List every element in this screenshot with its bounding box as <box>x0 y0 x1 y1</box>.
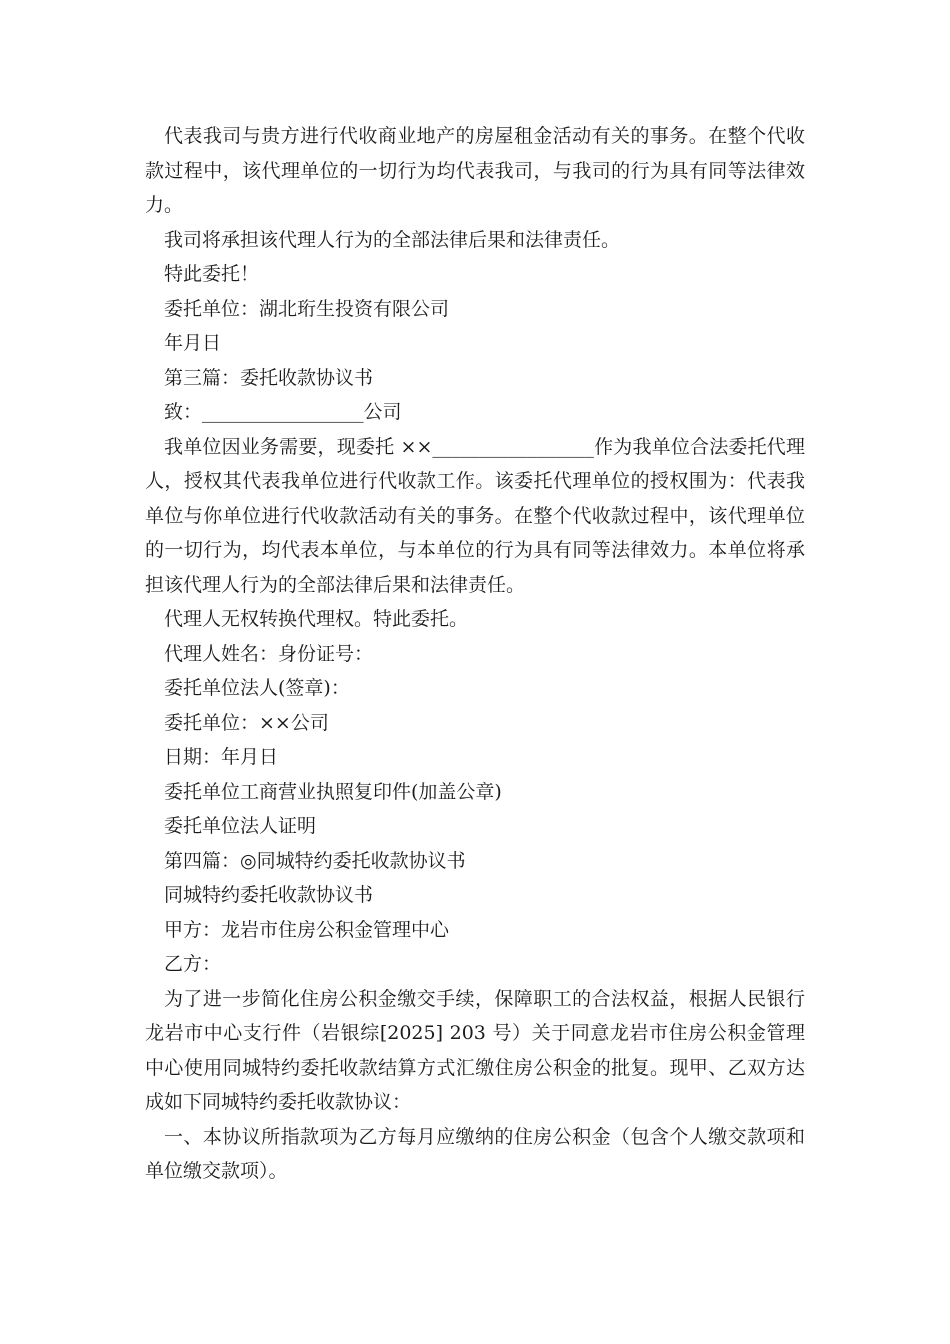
paragraph-entrusting-company: 委托单位：××公司 <box>164 711 329 734</box>
paragraph-date: 日期：年月日 <box>164 746 279 768</box>
paragraph-clause-one: 一、本协议所指款项为乙方每月应缴纳的住房公积金（包含个人缴交款项和单位缴交款项）。 <box>145 1125 805 1182</box>
paragraph-entrusting-unit: 委托单位：湖北珩生投资有限公司 <box>164 297 450 320</box>
paragraph-legal-rep-signature: 委托单位法人(签章)： <box>164 677 350 699</box>
section-heading-part-four: 第四篇：◎同城特约委托收款协议书 <box>164 849 466 872</box>
paragraph-liability: 我司将承担该代理人行为的全部法律后果和法律责任。 <box>164 228 621 251</box>
document-body <box>145 119 805 1189</box>
agreement-title: 同城特约委托收款协议书 <box>164 884 374 906</box>
paragraph-party-b: 乙方： <box>164 953 222 975</box>
paragraph-authorization: 我单位因业务需要，现委托 ××_________________作为我单位合法委托代理人，授权其代表我单位进行代收款工作。该委托代理单位的授权围为：代表我单位与你单位进行代收款活动有关的事务。在整个代收款过程中，该代理单位的一切行为，均代表本单位，与本单位的行为具有同等法律效力。本单位将承担该代理人行为的全部法律后果和法律责任。 <box>145 435 805 596</box>
paragraph-agency-scope: 代表我司与贵方进行代收商业地产的房屋租金活动有关的事务。在整个代收款过程中，该代理单位的一切行为均代表我司，与我司的行为具有同等法律效力。 <box>145 125 805 216</box>
section-heading-part-three: 第三篇：委托收款协议书 <box>164 366 374 389</box>
paragraph-party-a: 甲方：龙岩市住房公积金管理中心 <box>164 918 450 941</box>
paragraph-entrust-closing: 特此委托！ <box>164 263 260 285</box>
paragraph-business-license: 委托单位工商营业执照复印件(加盖公章) <box>164 780 502 803</box>
paragraph-date-placeholder: 年月日 <box>164 332 222 354</box>
paragraph-legal-rep-certificate: 委托单位法人证明 <box>164 815 317 837</box>
paragraph-agreement-preamble: 为了进一步简化住房公积金缴交手续，保障职工的合法权益，根据人民银行龙岩市中心支行件（岩银综[2025] 203 号）关于同意龙岩市住房公积金管理中心使用同城特约委托收款结算方式汇缴住房公积金的批复。现甲、乙双方达成如下同城特约委托收款协议： <box>145 987 805 1113</box>
paragraph-agent-name-id: 代理人姓名：身份证号： <box>164 642 374 665</box>
paragraph-addressee: 致：_________________公司 <box>164 401 402 423</box>
paragraph-no-transfer: 代理人无权转换代理权。特此委托。 <box>164 608 469 630</box>
